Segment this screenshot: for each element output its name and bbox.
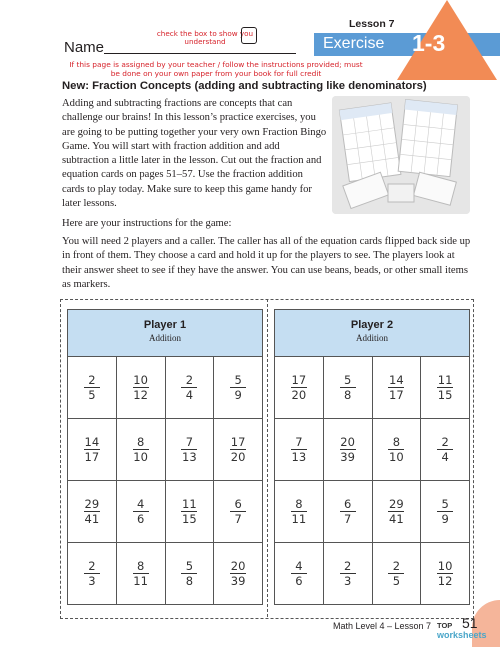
fraction-numerator: 17 — [230, 435, 246, 449]
fraction — [340, 560, 356, 587]
bingo-cell[interactable] — [116, 543, 165, 604]
section-title: New: Fraction Concepts (adding and subtracting like denominators) — [62, 80, 427, 92]
bingo-cell[interactable] — [372, 419, 421, 480]
fraction — [181, 498, 197, 525]
fraction — [84, 498, 100, 525]
fraction-numerator: 17 — [291, 373, 307, 387]
intro-paragraph: Adding and subtracting fractions are concepts that can challenge our brains! In this lesson’s practice exercises, you are going to be putting together your very own Fraction Bingo Game. You will start with fraction addition and add subtraction a little later in the lesson. Cut out the fraction and equation cards on pages 51–57. Use the fraction addition cards to play today. Make sure to keep this game handy for later lessons. — [62, 98, 327, 210]
fraction-numerator: 2 — [441, 435, 449, 449]
fraction-denominator: 15 — [182, 512, 197, 526]
fraction-numerator: 4 — [136, 497, 145, 511]
fraction — [230, 560, 246, 587]
bingo-cell[interactable] — [372, 543, 421, 604]
instructions-note: If this page is assigned by your teacher / follow the instructions provided; must be done on your own paper from your book for full credit — [69, 60, 363, 78]
bingo-cell[interactable] — [323, 419, 372, 480]
bingo-cell[interactable] — [275, 357, 323, 418]
fraction — [133, 560, 149, 587]
bingo-cell[interactable] — [68, 481, 116, 542]
fraction-denominator: 9 — [234, 388, 242, 402]
bingo-cell[interactable] — [420, 419, 469, 480]
fraction-numerator: 6 — [343, 497, 352, 511]
fraction-denominator: 10 — [389, 450, 404, 464]
fraction-numerator: 14 — [84, 435, 100, 449]
fraction — [388, 560, 404, 587]
fraction-numerator: 10 — [133, 373, 148, 387]
fraction-numerator: 5 — [343, 373, 352, 387]
fraction-denominator: 8 — [343, 388, 352, 402]
fraction-denominator: 6 — [295, 574, 303, 588]
bingo-cell[interactable] — [372, 481, 421, 542]
exercise-number: 1-3 — [412, 30, 446, 56]
bingo-row — [68, 418, 262, 480]
lesson-label: Lesson 7 — [349, 18, 395, 30]
bingo-row — [275, 418, 469, 480]
fraction-denominator: 8 — [185, 574, 194, 588]
bingo-grid — [275, 357, 469, 604]
fraction — [230, 374, 246, 401]
fraction-denominator: 6 — [136, 512, 145, 526]
fraction — [291, 498, 307, 525]
board-title: Player 2 — [350, 319, 394, 331]
fraction — [437, 560, 453, 587]
fraction — [133, 498, 149, 525]
bingo-cell[interactable] — [68, 543, 116, 604]
fraction-numerator: 10 — [437, 559, 453, 573]
fraction-denominator: 41 — [84, 512, 100, 526]
fraction-numerator: 5 — [441, 497, 449, 511]
bingo-cell[interactable] — [116, 419, 165, 480]
fraction-denominator: 17 — [389, 388, 404, 402]
fraction-denominator: 39 — [340, 450, 355, 464]
bingo-cell[interactable] — [420, 481, 469, 542]
fraction — [230, 436, 246, 463]
bingo-cell[interactable] — [213, 357, 262, 418]
bingo-cell[interactable] — [323, 481, 372, 542]
fraction-numerator: 2 — [343, 559, 352, 573]
fraction-numerator: 8 — [136, 435, 145, 449]
bingo-row — [68, 480, 262, 542]
fraction-numerator: 11 — [437, 373, 453, 387]
fraction-numerator: 2 — [88, 373, 96, 387]
bingo-row — [275, 542, 469, 604]
fraction — [291, 560, 307, 587]
fraction-numerator: 2 — [88, 559, 96, 573]
bingo-cell[interactable] — [323, 543, 372, 604]
fraction-numerator: 14 — [389, 373, 404, 387]
name-label: Name — [64, 39, 105, 56]
bingo-cards-illustration — [332, 96, 470, 214]
bingo-cell[interactable] — [68, 357, 116, 418]
fraction-numerator: 5 — [185, 559, 194, 573]
fraction-denominator: 11 — [133, 574, 148, 588]
fraction-numerator: 7 — [185, 435, 194, 449]
fraction-numerator: 11 — [182, 497, 197, 511]
fraction-denominator: 41 — [389, 512, 404, 526]
fraction-numerator: 2 — [392, 559, 401, 573]
fraction-denominator: 10 — [133, 450, 148, 464]
board-header — [68, 310, 262, 357]
fraction-numerator: 29 — [389, 497, 404, 511]
fraction — [181, 436, 197, 463]
fraction-numerator: 20 — [340, 435, 355, 449]
name-field[interactable] — [104, 53, 296, 54]
fraction-denominator: 5 — [392, 574, 401, 588]
fraction-denominator: 5 — [88, 388, 96, 402]
logo-line-2: worksheets — [437, 630, 487, 640]
fraction-denominator: 7 — [343, 512, 352, 526]
bingo-grid — [68, 357, 262, 604]
fraction — [340, 498, 356, 525]
fraction — [340, 436, 356, 463]
bingo-cell[interactable] — [116, 481, 165, 542]
bingo-cell[interactable] — [420, 543, 469, 604]
fraction-denominator: 20 — [230, 450, 246, 464]
cut-line-divider — [267, 299, 268, 617]
fraction-numerator: 29 — [84, 497, 100, 511]
exercise-label: Exercise — [323, 35, 385, 52]
fraction — [133, 436, 149, 463]
fraction — [181, 560, 197, 587]
bingo-row — [68, 357, 262, 418]
fraction — [291, 436, 307, 463]
bingo-cell[interactable] — [213, 543, 262, 604]
fraction — [388, 436, 404, 463]
page-number: 51 — [462, 615, 478, 631]
board-header — [275, 310, 469, 357]
understand-checkbox[interactable] — [241, 27, 257, 44]
fraction-denominator: 13 — [182, 450, 197, 464]
bingo-cell[interactable] — [213, 419, 262, 480]
instructions-paragraph: You will need 2 players and a caller. The caller has all of the equation cards flipped back side up in front of them. They choose a card and hold it up for the players to see. The players look at their answer sheet to see if they have the answer. You can use beans, beads, or other small items as markers. — [62, 236, 471, 290]
board-title: Player 1 — [143, 319, 187, 331]
player-1-bingo-card — [67, 309, 263, 605]
fraction-denominator: 4 — [441, 450, 449, 464]
fraction — [84, 374, 100, 401]
bingo-cell[interactable] — [420, 357, 469, 418]
fraction-numerator: 20 — [230, 559, 246, 573]
fraction — [437, 374, 453, 401]
fraction — [84, 436, 100, 463]
bingo-row — [275, 357, 469, 418]
fraction — [340, 374, 356, 401]
fraction — [388, 498, 404, 525]
bingo-cell[interactable] — [275, 419, 323, 480]
bingo-cell[interactable] — [116, 357, 165, 418]
fraction — [230, 498, 246, 525]
fraction-denominator: 12 — [133, 388, 148, 402]
fraction — [133, 374, 149, 401]
fraction-denominator: 11 — [291, 512, 307, 526]
fraction-numerator: 4 — [295, 559, 303, 573]
logo-line-1: TOP — [437, 621, 453, 630]
fraction-denominator: 4 — [185, 388, 194, 402]
fraction-numerator: 2 — [185, 373, 194, 387]
fraction-denominator: 39 — [230, 574, 246, 588]
fraction-numerator: 7 — [295, 435, 303, 449]
fraction-numerator: 8 — [392, 435, 401, 449]
fraction-denominator: 20 — [291, 388, 307, 402]
fraction — [388, 374, 404, 401]
bingo-cell[interactable] — [165, 357, 214, 418]
check-box-note: check the box to show you understand — [156, 29, 254, 46]
bingo-cell[interactable] — [213, 481, 262, 542]
instructions-heading: Here are your instructions for the game: — [62, 218, 232, 229]
bingo-cell[interactable] — [68, 419, 116, 480]
footer-text: Math Level 4 – Lesson 7 — [333, 621, 432, 631]
board-subtitle: Addition — [148, 333, 181, 343]
fraction-denominator: 9 — [441, 512, 449, 526]
bingo-cell[interactable] — [372, 357, 421, 418]
bingo-cell[interactable] — [165, 543, 214, 604]
board-subtitle: Addition — [355, 333, 388, 343]
bingo-cell[interactable] — [165, 419, 214, 480]
fraction — [437, 436, 453, 463]
fraction-denominator: 17 — [84, 450, 100, 464]
bingo-cards-photo — [332, 96, 470, 214]
fraction-denominator: 13 — [291, 450, 307, 464]
bingo-cell[interactable] — [323, 357, 372, 418]
bingo-row — [68, 542, 262, 604]
fraction-numerator: 6 — [234, 497, 242, 511]
player-2-bingo-card — [274, 309, 470, 605]
fraction-denominator: 3 — [88, 574, 96, 588]
fraction-denominator: 12 — [437, 574, 453, 588]
fraction-denominator: 3 — [343, 574, 352, 588]
fraction-numerator: 5 — [234, 373, 242, 387]
fraction — [181, 374, 197, 401]
bingo-cell[interactable] — [275, 481, 323, 542]
fraction — [291, 374, 307, 401]
fraction — [84, 560, 100, 587]
bingo-cell[interactable] — [275, 543, 323, 604]
bingo-row — [275, 480, 469, 542]
fraction-numerator: 8 — [136, 559, 145, 573]
fraction-denominator: 7 — [234, 512, 242, 526]
fraction-numerator: 8 — [295, 497, 303, 511]
fraction-denominator: 15 — [437, 388, 453, 402]
bingo-cell[interactable] — [165, 481, 214, 542]
fraction — [437, 498, 453, 525]
